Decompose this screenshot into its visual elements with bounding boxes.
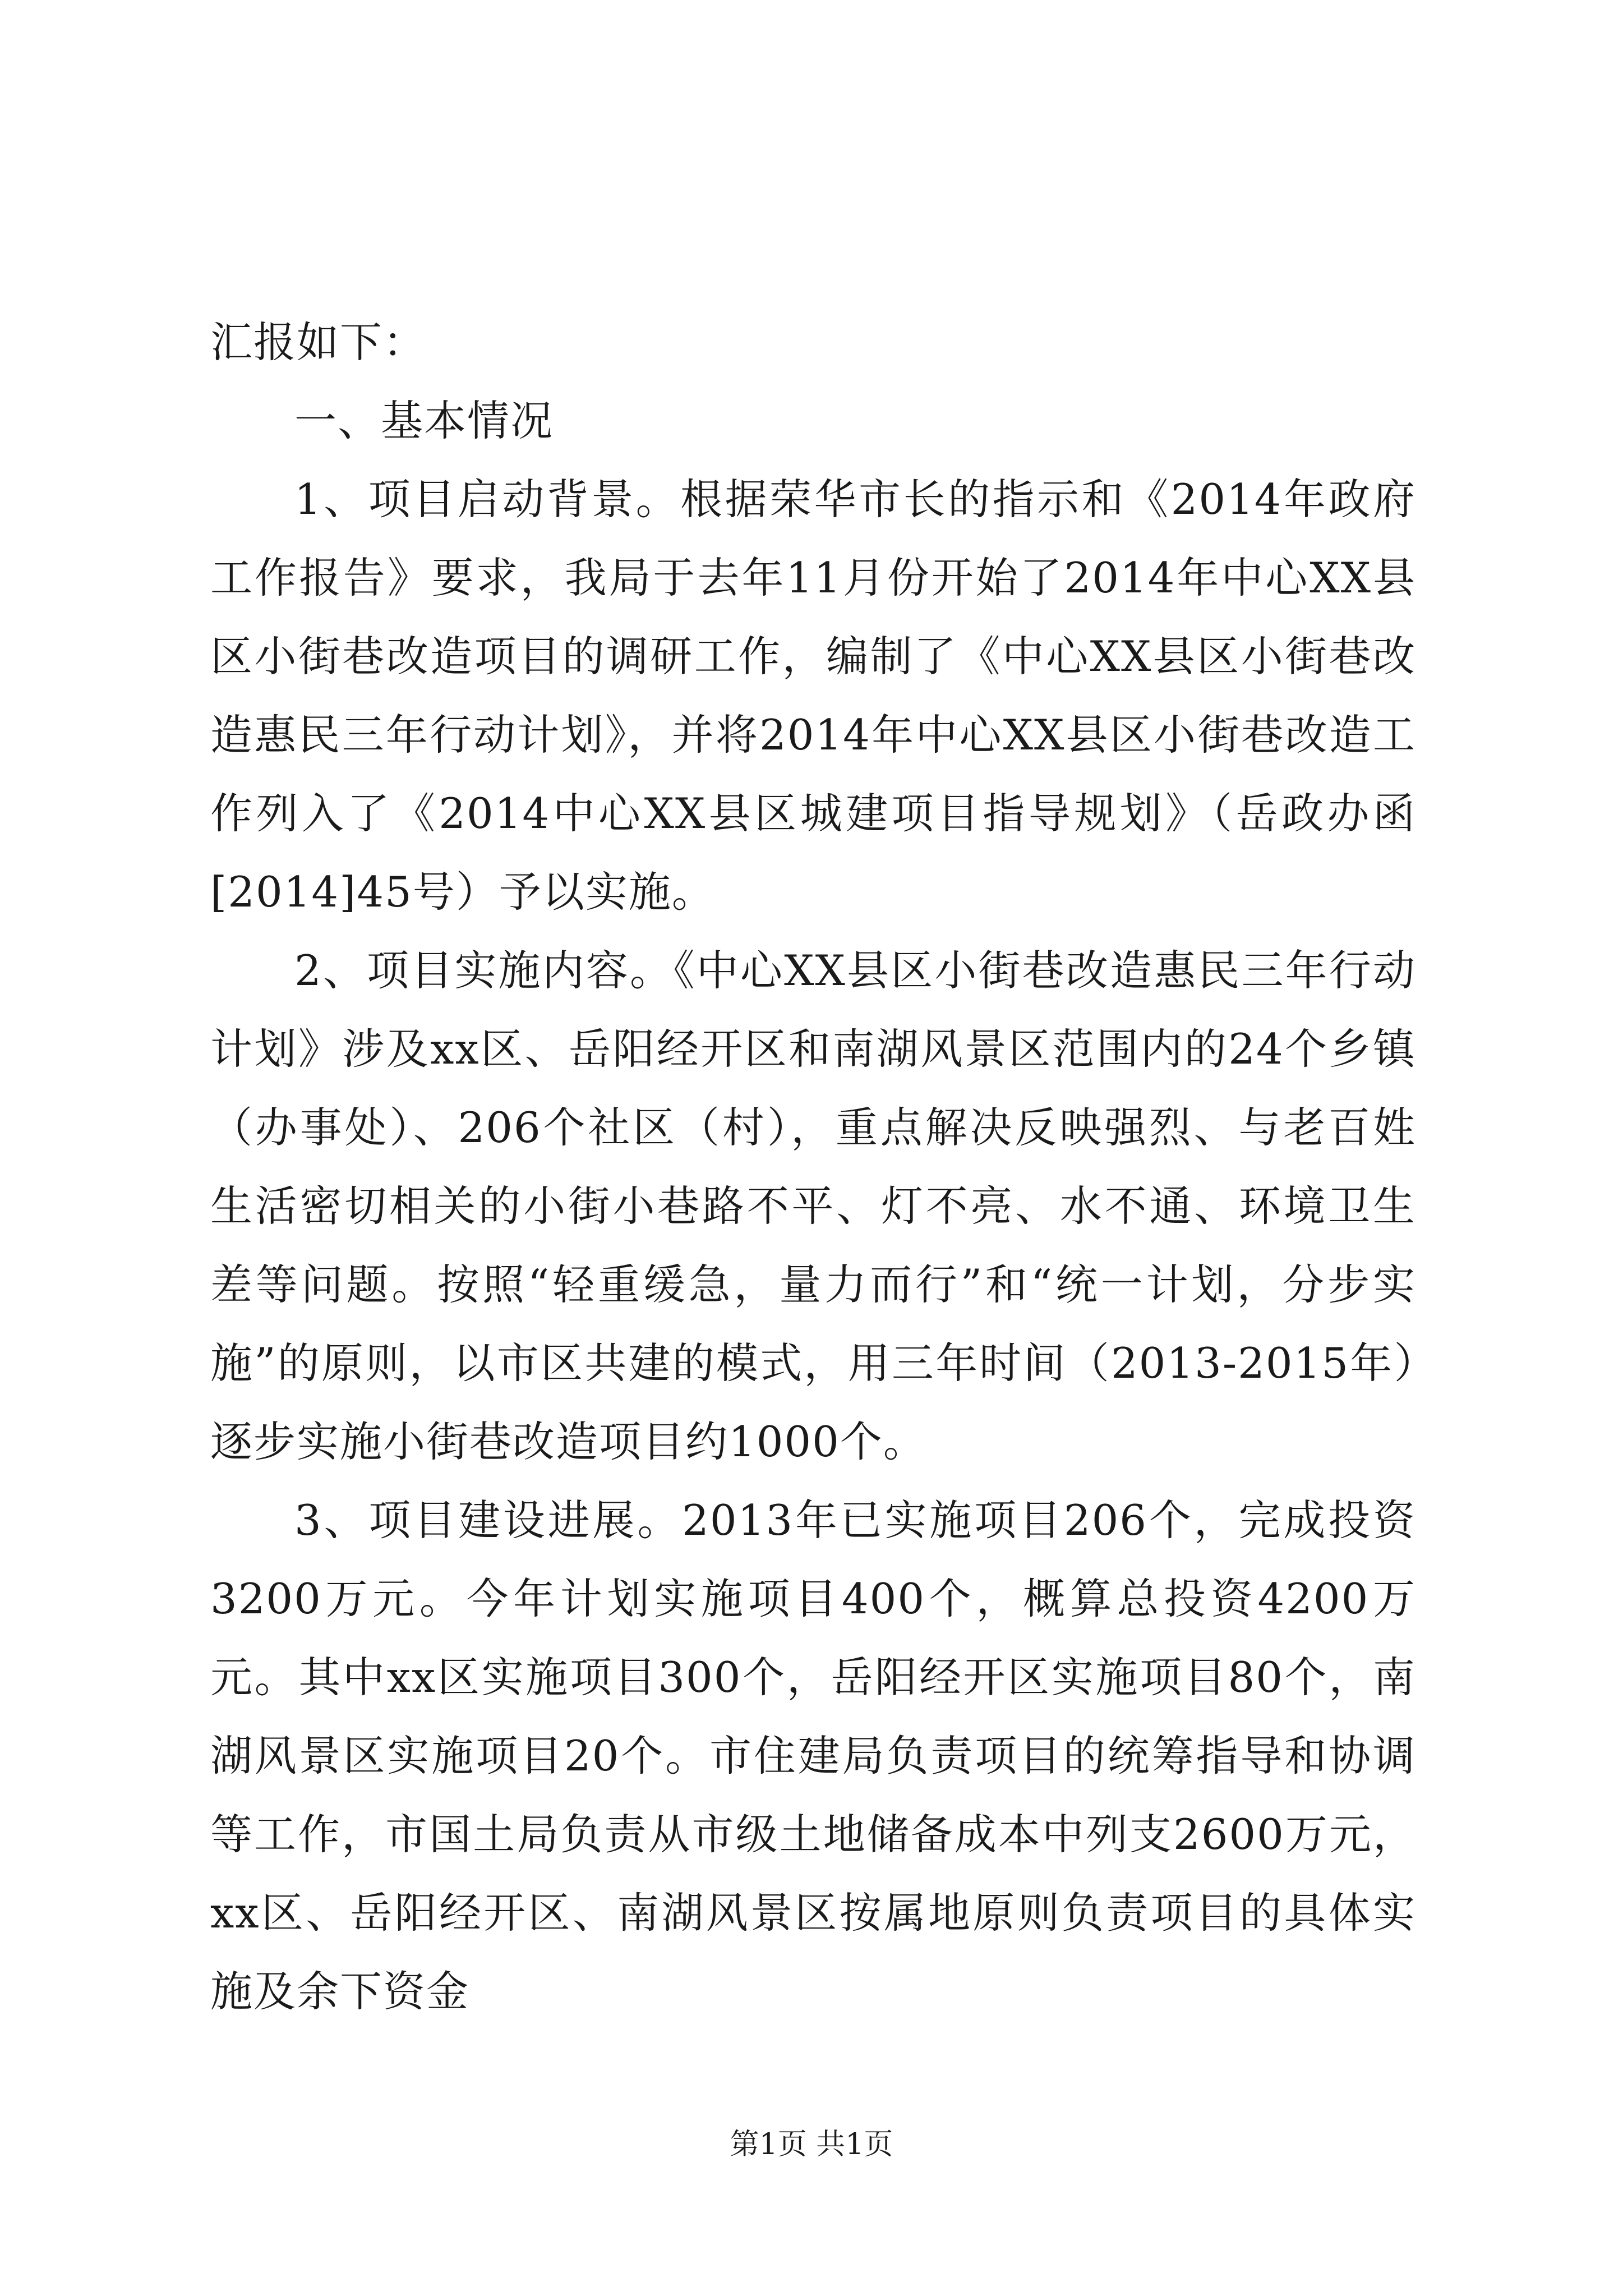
page-footer: 第1页 共1页 bbox=[730, 2128, 893, 2161]
paragraph-project-background: 1、项目启动背景。根据荣华市长的指示和《2014年政府工作报告》要求，我局于去年11月份开始了2014年中心XX县区小街巷改造项目的调研工作，编制了《中心XX县区小街巷改造惠民三年行动计划》，并将2014年中心XX县区小街巷改造工作列入了《2014中心XX县区城建项目指导规划》（岳政办函[2014]45号）予以实施。 bbox=[210, 475, 1416, 917]
section-heading: 一、基本情况 bbox=[294, 396, 554, 445]
paragraph-project-content: 2、项目实施内容。《中心XX县区小街巷改造惠民三年行动计划》涉及xx区、岳阳经开区和南湖风景区范围内的24个乡镇（办事处）、206个社区（村），重点解决反映强烈、与老百姓生活密切相关的小街小巷路不平、灯不亮、水不通、环境卫生差等问题。按照“轻重缓急，量力而行”和“统一计划，分步实施”的原则，以市区共建的模式，用三年时间（2013-2015年）逐步实施小街巷改造项目约1000个。 bbox=[210, 946, 1416, 1466]
opening-line: 汇报如下： bbox=[210, 318, 427, 367]
document-body bbox=[210, 303, 1416, 2031]
paragraph-project-progress: 3、项目建设进展。2013年已实施项目206个，完成投资3200万元。今年计划实施项目400个，概算总投资4200万元。其中xx区实施项目300个，岳阳经开区实施项目80个，南湖风景区实施项目20个。市住建局负责项目的统筹指导和协调等工作，市国土局负责从市级土地储备成本中列支2600万元，xx区、岳阳经开区、南湖风景区按属地原则负责项目的具体实施及余下资金 bbox=[210, 1496, 1416, 2016]
